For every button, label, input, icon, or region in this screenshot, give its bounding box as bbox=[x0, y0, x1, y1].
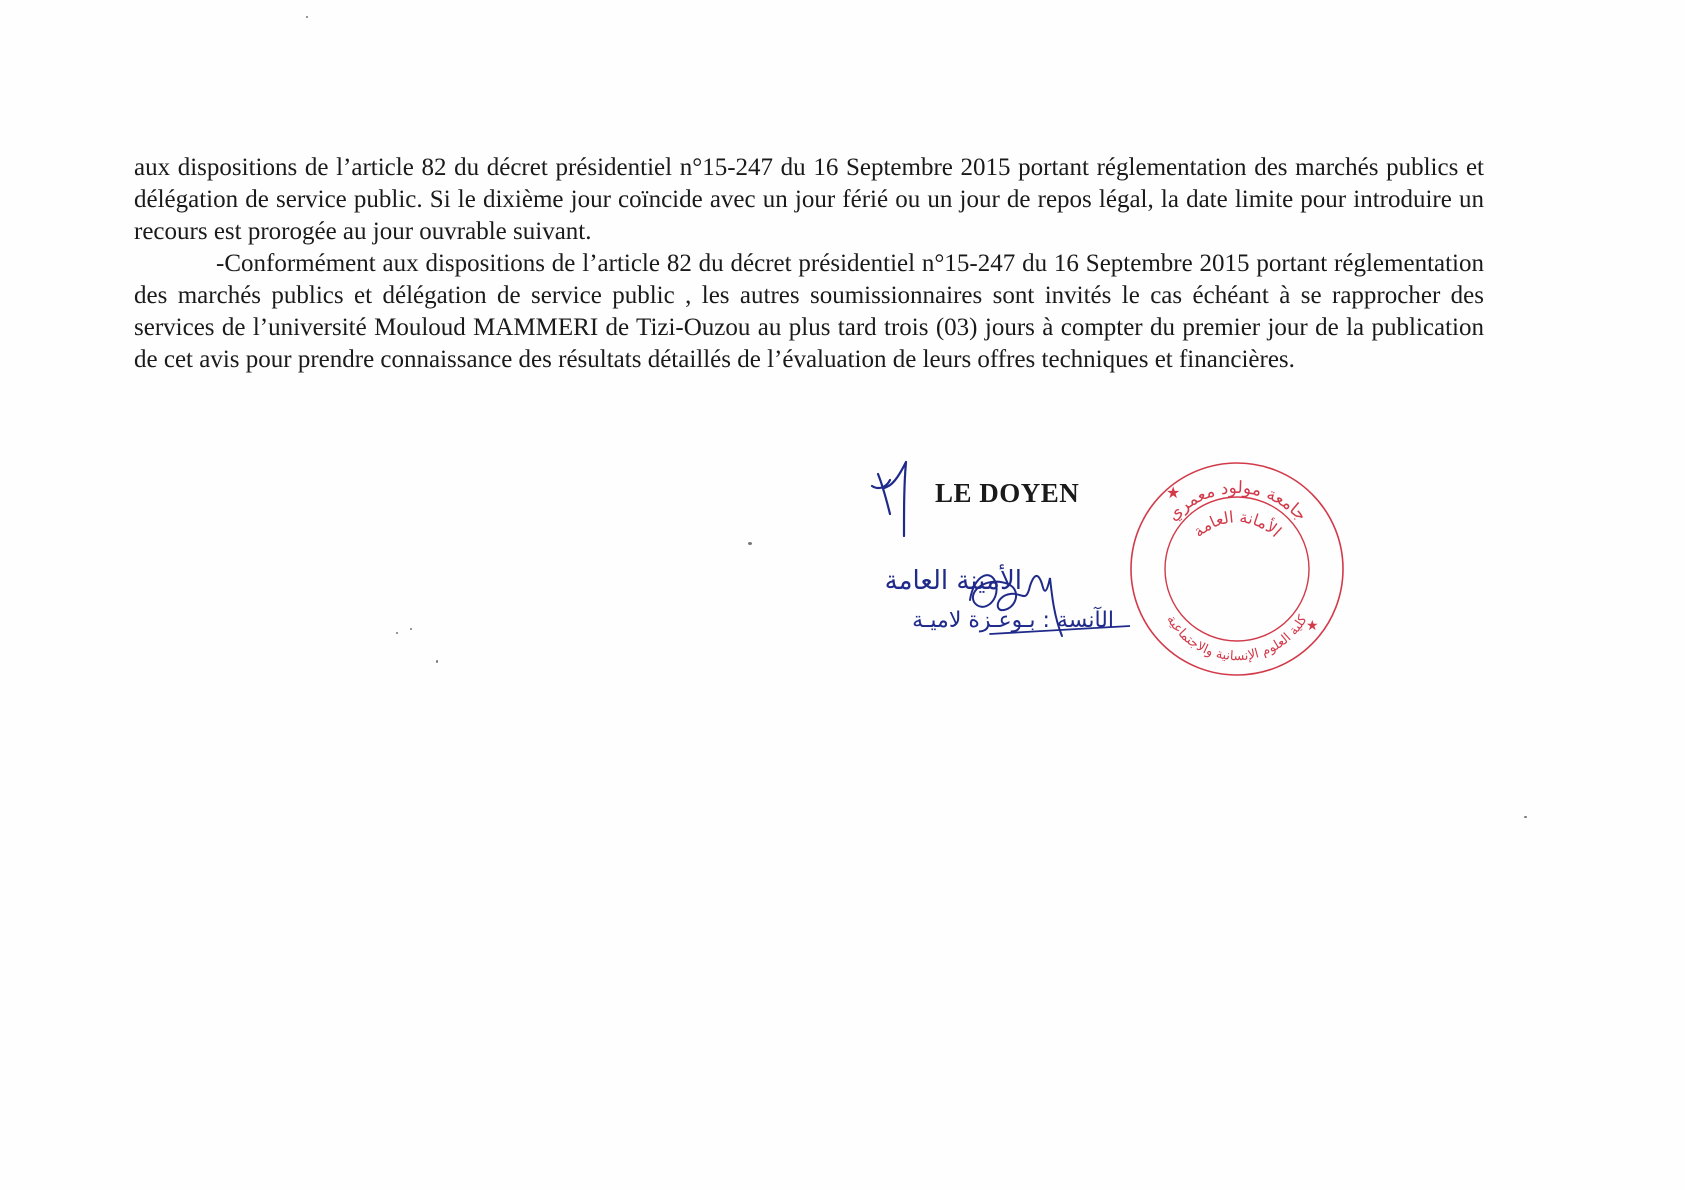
scan-speck bbox=[436, 660, 438, 663]
stamp-bottom-text: كلية العلوم الإنسانية والاجتماعية bbox=[1163, 612, 1311, 665]
official-stamp-icon bbox=[1126, 458, 1348, 680]
body-text bbox=[134, 152, 1484, 376]
stamp-outer-text: جامعة مولود معمري bbox=[1163, 477, 1311, 526]
scan-speck bbox=[396, 632, 398, 634]
signature-block bbox=[830, 556, 1150, 656]
paragraph-2: -Conformément aux dispositions de l’article 82 du décret présidentiel n°15-247 du 16 Septembre 2015 portant réglementation des marchés publics et délégation de service public , les autres soumissionnaires sont invités le cas échéant à se rapprocher des services de l’université Mouloud MAMMERI de Tizi-Ouzou au plus tard trois (03) jours à compter du premier jour de la publication de cet avis pour prendre connaissance des résultats détaillés de l’évaluation de leurs offres techniques et financières. bbox=[134, 250, 1484, 373]
scan-speck bbox=[1524, 816, 1527, 818]
stamp-star-icon: ★ bbox=[1166, 483, 1181, 502]
stamp-star-icon: ★ bbox=[1306, 618, 1319, 634]
signatory-title: LE DOYEN bbox=[935, 478, 1080, 508]
paragraph-1: aux dispositions de l’article 82 du décret présidentiel n°15-247 du 16 Septembre 2015 portant réglementation des marchés publics et délégation de service public. Si le dixième jour coïncide avec un jour férié ou un jour de repos légal, la date limite pour introduire un recours est prorogée au jour ouvrable suivant. bbox=[134, 154, 1484, 245]
stamp-center-text: الأمانة العامة bbox=[1189, 507, 1286, 541]
scan-speck bbox=[306, 16, 308, 18]
scan-speck bbox=[410, 628, 412, 630]
secretary-general-title: الأمينة العامة bbox=[884, 566, 1022, 596]
svg-text:الأمانة العامة bbox=[1189, 507, 1285, 541]
secretary-general-name: الآنسة : بـوعـزة لاميـة bbox=[912, 608, 1114, 633]
handwritten-signature-icon bbox=[930, 556, 1130, 646]
scan-speck bbox=[748, 542, 752, 545]
paraphe-signature-icon bbox=[868, 458, 928, 538]
